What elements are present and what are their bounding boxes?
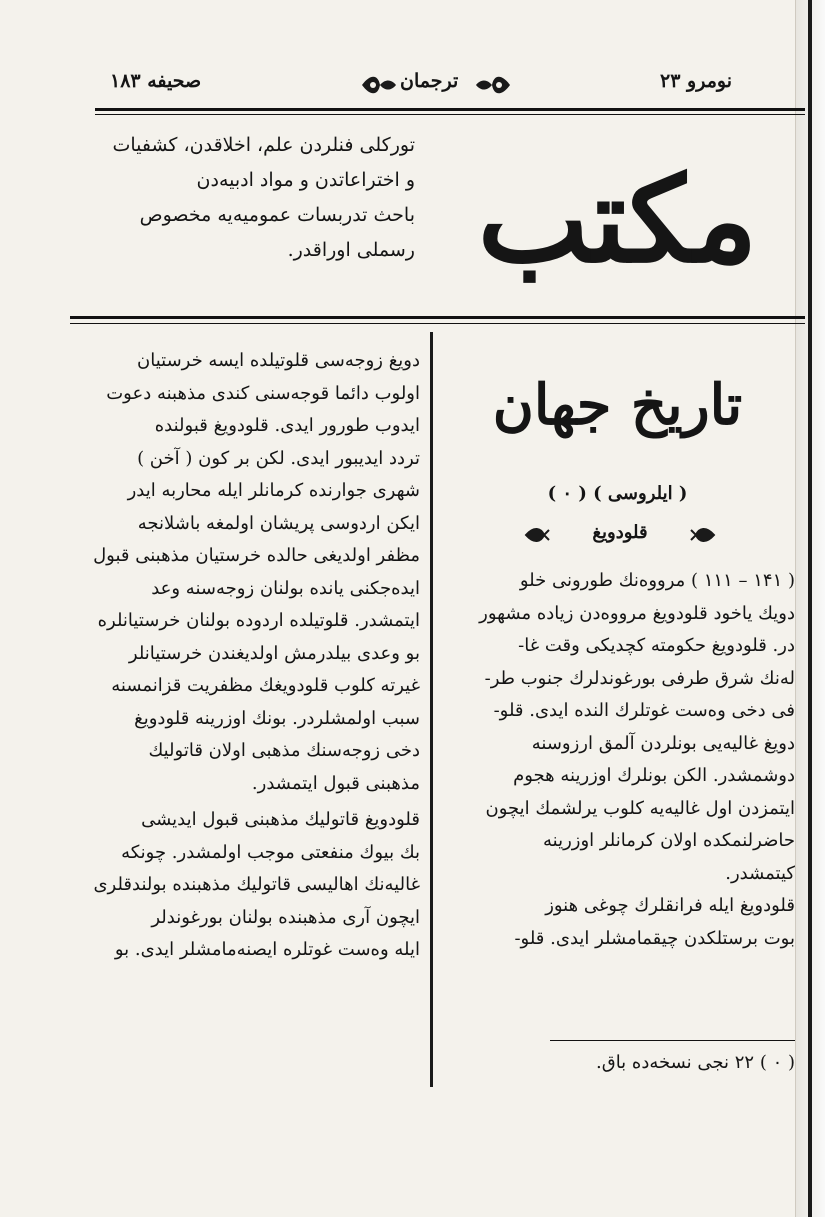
paper-name: ترجمان	[400, 70, 459, 92]
binding-line	[808, 0, 812, 1217]
text-line: فى دخى وه‌ست غوتلرك النده ايدى. قلو-	[493, 700, 795, 721]
text-line: دويك ياخود قلودويغ مرووه‌دن زياده مشهور	[479, 602, 795, 624]
section-subtitle: ( ايلروسى ) ( ۰ )	[547, 483, 688, 504]
text-line: غيرته كلوب قلودويغك مظفريت قزانمسنه	[111, 675, 420, 696]
article-heading: قلودويغ	[592, 522, 648, 543]
page-number: صحیفه ۱۸۳	[110, 70, 202, 92]
text-line: ( ۱۴۱ – ۱۱۱ ) مرووه‌نك طورونى خلو	[519, 570, 795, 591]
text-line: دخى زوجه‌سنك مذهبى اولان قاتوليك	[148, 740, 420, 761]
subheading-ornament-left	[524, 524, 550, 546]
masthead-blurb	[70, 128, 415, 268]
text-line: قلودويغ ايله فرانقلرك چوغى هنوز	[545, 895, 795, 916]
blurb-line: و اختراعاتدن و مواد ادبيه‌دن	[196, 169, 415, 191]
issue-number: نومرو ۲۳	[660, 70, 732, 92]
right-column-text	[440, 565, 795, 955]
text-line: بو وعدى بيلدرمش اولديغندن خرستيانلر	[128, 642, 420, 664]
column-separator	[430, 332, 433, 1087]
text-line: دويغ زوجه‌سى قلوتيلده ايسه خرستيان	[137, 350, 420, 371]
text-line: له‌نك شرق طرفى بورغوندلرك جنوب طر-	[484, 667, 795, 689]
text-line: غاليه‌نك اهاليسى قاتوليك مذهبنده بولندقلرى	[93, 874, 420, 895]
text-line: كيتمشدر.	[725, 862, 795, 884]
text-line: ايتمشدر. قلوتيلده اردوده بولنان خرستيانلره	[97, 610, 420, 631]
text-line: بك بيوك منفعتى موجب اولمشدر. چونكه	[121, 841, 420, 863]
section-title: تاريخ جهان	[492, 372, 743, 438]
text-line: ايدوب طورور ايدى. قلودويغ قبولنده	[154, 415, 420, 436]
text-line: بوت برستلكدن چيقمامشلر ايدى. قلو-	[514, 927, 795, 949]
blurb-line: رسملى اوراقدر.	[287, 239, 415, 261]
left-column-text	[55, 345, 420, 967]
blurb-line: باحث تدربسات عموميه‌يه مخصوص	[139, 204, 415, 226]
text-line: دويغ غاليه‌يى بونلردن آلمق ارزوسنه	[531, 732, 795, 754]
masthead-rule-thin	[70, 323, 805, 324]
masthead	[430, 110, 805, 305]
text-line: ايچون آرى مذهبنده بولنان بورغوندلر	[151, 906, 420, 928]
masthead-rule-thick	[70, 316, 805, 319]
blurb-line: توركلى فنلردن علم، اخلاقدن، كشفيات	[112, 134, 415, 156]
footnote: ( ۰ ) ۲۲ نجى نسخه‌ده باق.	[596, 1052, 795, 1073]
text-line: ايله وه‌ست غوتلره ايصنه‌مامشلر ايدى. بو	[114, 939, 420, 960]
text-line: مذهبنى قبول ايتمشدر.	[251, 772, 420, 794]
text-line: ايتمزدن اول غاليه‌يه كلوب يرلشمك ايچون	[485, 797, 795, 819]
text-line: شهرى جوارنده كرمانلر ايله محاربه ايدر	[127, 480, 420, 501]
subheading-ornament-right	[690, 524, 716, 546]
text-line: مظفر اولديغى حالده خرستيان مذهبنى قبول	[93, 545, 420, 566]
text-line: قلودويغ قاتوليك مذهبنى قبول ايديشى	[141, 809, 420, 830]
footnote-rule	[550, 1040, 795, 1041]
header-ornament-left	[360, 70, 400, 100]
text-line: سبب اولمشلردر. بونك اوزرينه قلودويغ	[134, 707, 420, 729]
text-line: ايده‌جكنى يانده بولنان زوجه‌سنه وعد	[151, 577, 420, 599]
text-line: در. قلودويغ حكومته كچديكى وقت غا-	[518, 635, 795, 656]
subheading-block	[520, 520, 720, 550]
text-line: اولوب دائما قوجه‌سنى كندى مذهبنه دعوت	[106, 382, 420, 404]
header-ornament-right	[472, 70, 512, 100]
text-line: دوشمشدر. الكن بونلرك اوزرينه هجوم	[513, 765, 795, 786]
masthead-title: مکتب	[477, 150, 758, 289]
text-line: تردد ايديبور ايدى. لكن بر كون ( آخن )	[137, 447, 420, 469]
text-line: ايكن اردوسى پريشان اولمغه باشلانجه	[137, 512, 420, 534]
text-line: حاضرلنمكده اولان كرمانلر اوزرينه	[542, 830, 795, 851]
